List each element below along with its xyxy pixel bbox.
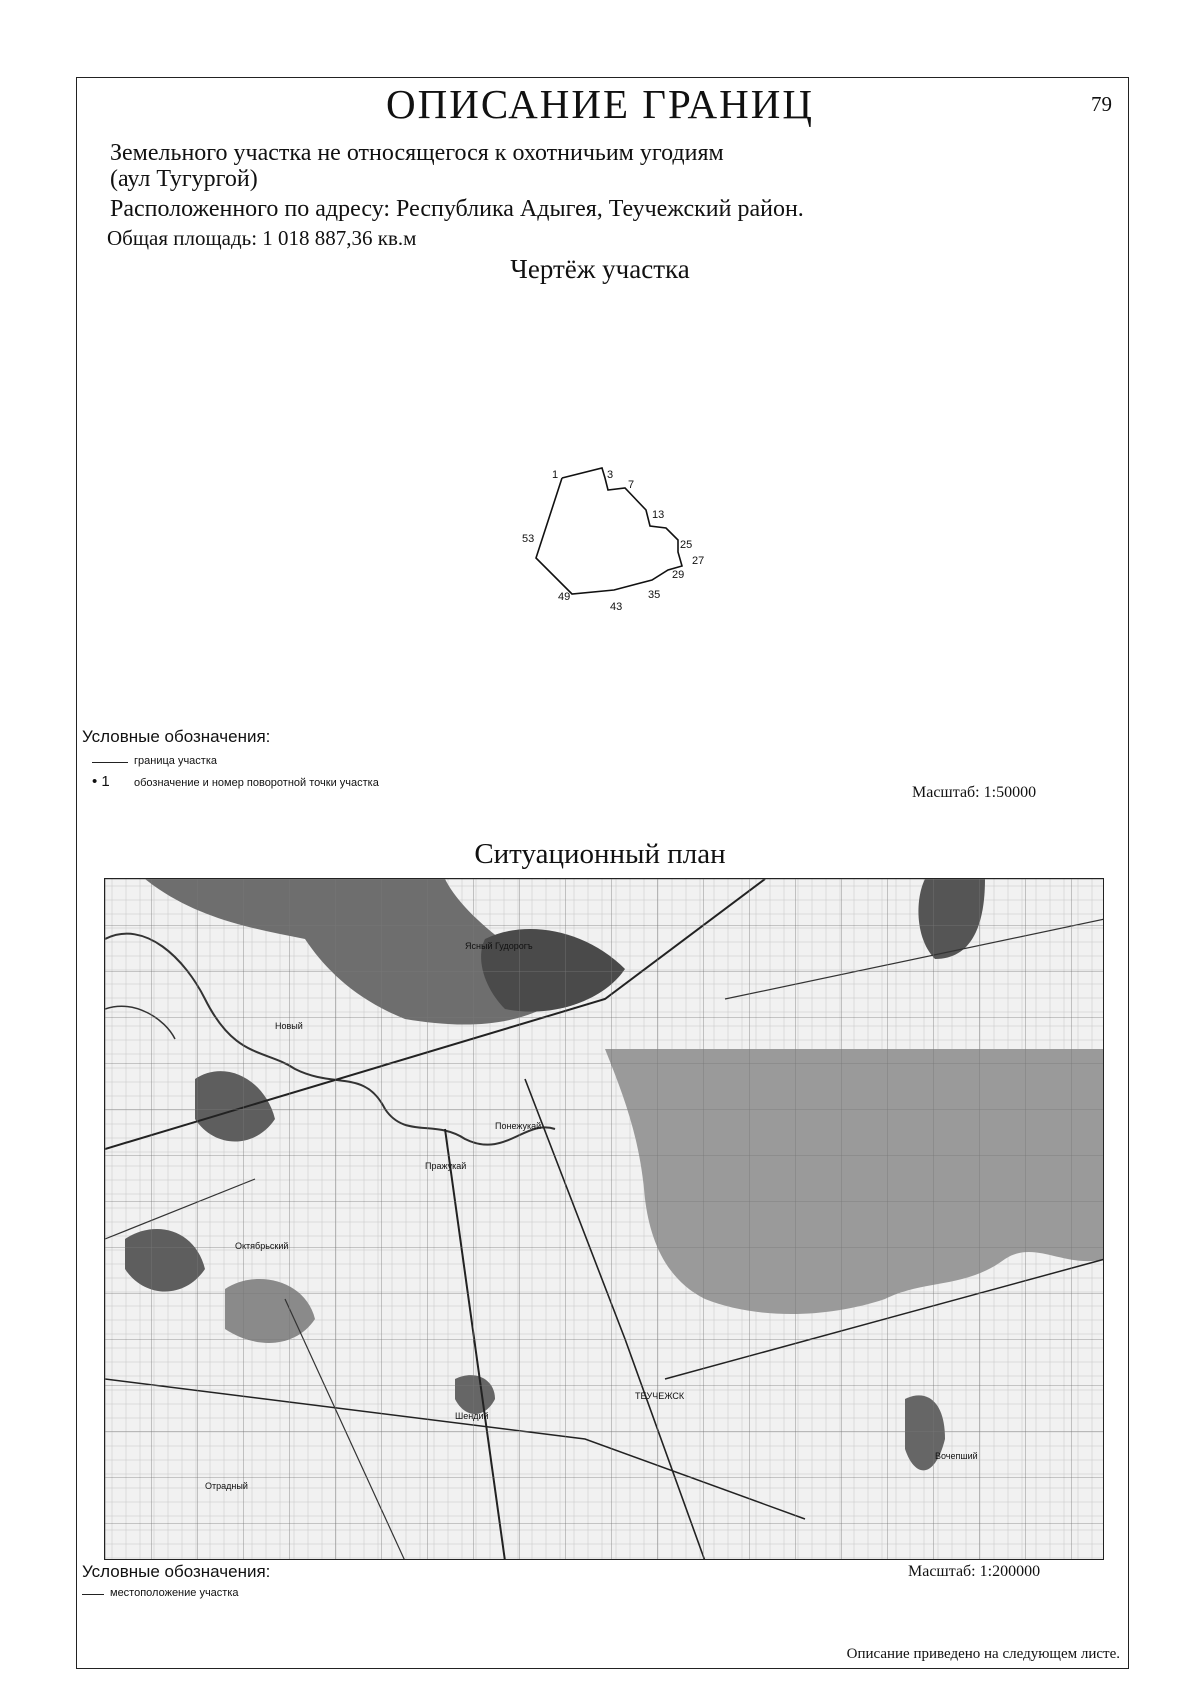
point-label: 53 [522, 533, 535, 545]
boundary-line-symbol [92, 762, 128, 763]
parcel-sketch [500, 448, 730, 618]
page-number: 79 [1091, 92, 1112, 116]
map-label: Вочепший [935, 1451, 978, 1461]
point-label: 35 [648, 589, 661, 601]
point-label: 25 [680, 539, 693, 551]
point-label: 13 [652, 509, 665, 521]
legend-point-label: обозначение и номер поворотной точки участка [134, 777, 379, 789]
map-label: ТЕУЧЕЖСК [635, 1391, 685, 1401]
parcel-locality: (аул Тугургой) [110, 166, 258, 192]
point-label: 3 [607, 469, 614, 481]
situation-map [104, 878, 1104, 1560]
point-marker-symbol: • 1 [92, 773, 110, 790]
parcel-address: Расположенного по адресу: Республика Адыгея, Теучежский район. [110, 196, 804, 222]
location-line-symbol [82, 1594, 104, 1595]
parcel-boundary [536, 468, 685, 594]
footer-note: Описание приведено на следующем листе. [846, 1646, 1120, 1662]
document-title: ОПИСАНИЕ ГРАНИЦ [386, 81, 814, 127]
map-scale: Масштаб: 1:200000 [908, 1563, 1041, 1580]
map-label: Понежукай [495, 1121, 542, 1131]
map-label: Пражукай [425, 1161, 467, 1171]
map-label: Октябрьский [235, 1241, 289, 1251]
point-label: 1 [552, 469, 559, 481]
point-label: 29 [672, 569, 685, 581]
map-label: Ясный Гудорогъ [465, 941, 533, 951]
map-label: Отрадный [205, 1481, 248, 1491]
drawing-title: Чертёж участка [510, 254, 690, 284]
point-label: 49 [558, 591, 571, 603]
legend-boundary-label: граница участка [134, 755, 217, 767]
point-label: 27 [692, 555, 705, 567]
map-label: Шендий [455, 1411, 489, 1421]
map-label: Новый [275, 1021, 303, 1031]
legend-heading: Условные обозначения: [82, 727, 271, 746]
point-label: 7 [628, 479, 635, 491]
parcel-area: Общая площадь: 1 018 887,36 кв.м [107, 226, 417, 250]
parcel-description: Земельного участка не относящегося к охотничьим угодиям [110, 140, 724, 166]
legend-location-label: местоположение участка [110, 1587, 239, 1599]
point-label: 43 [610, 601, 623, 613]
drawing-scale: Масштаб: 1:50000 [912, 784, 1037, 801]
legend-heading: Условные обозначения: [82, 1562, 271, 1581]
situation-plan-title: Ситуационный план [474, 838, 726, 870]
map-image [105, 879, 1104, 1560]
